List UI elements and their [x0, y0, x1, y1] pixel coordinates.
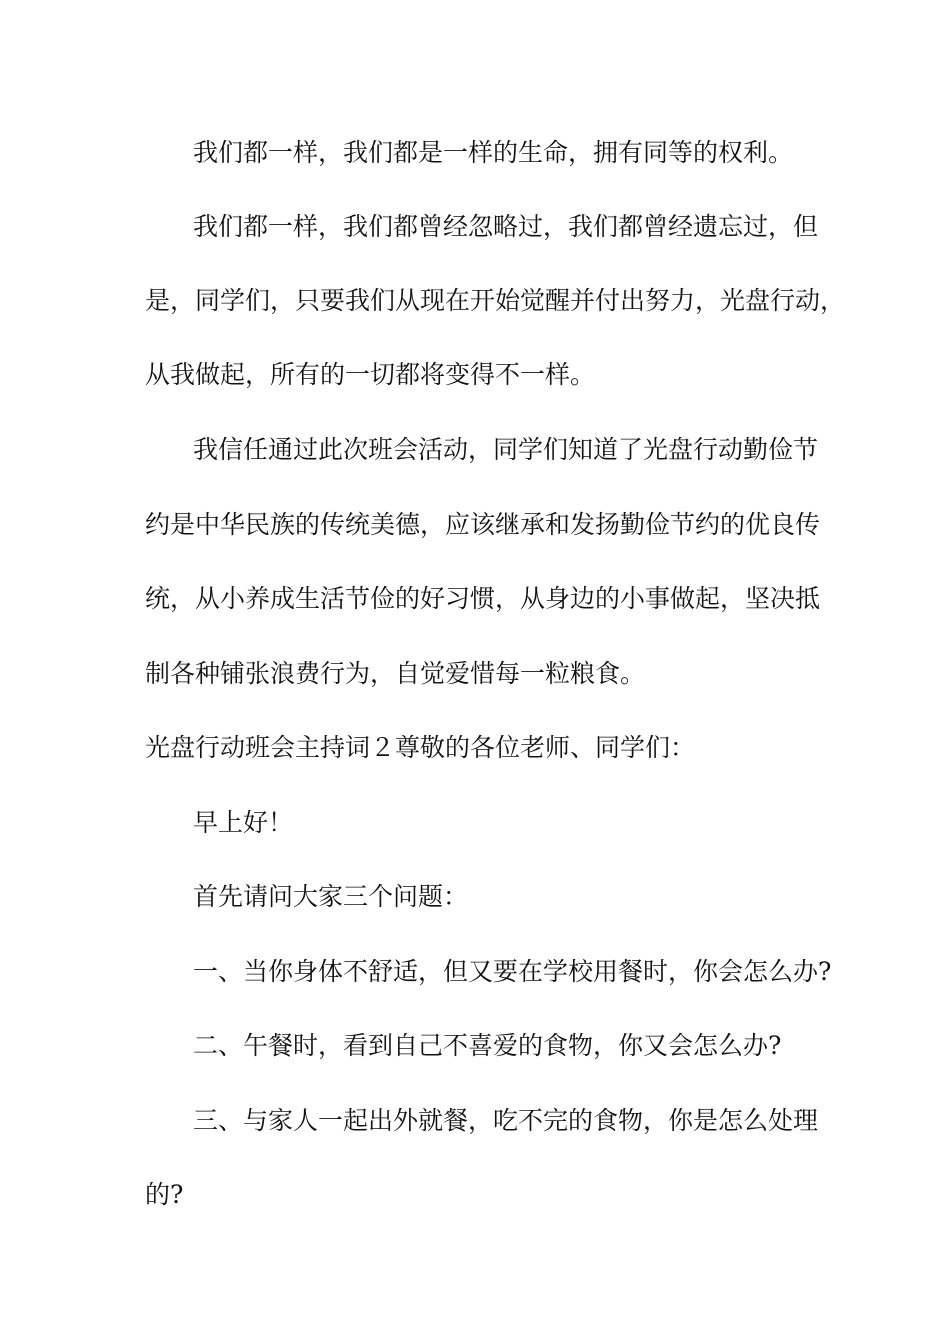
paragraph-line: 我们都一样，我们都曾经忽略过，我们都曾经遗忘过，但	[193, 212, 819, 241]
question-line: 一、当你身体不舒适，但又要在学校用餐时，你会怎么办?	[193, 957, 832, 986]
paragraph-line: 我们都一样，我们都是一样的生命，拥有同等的权利。	[193, 138, 794, 167]
paragraph-line: 统，从小养成生活节俭的好习惯，从身边的小事做起，坚决抵	[145, 584, 821, 613]
paragraph-line: 首先请问大家三个问题：	[193, 882, 469, 911]
paragraph-line: 我信任通过此次班会活动，同学们知道了光盘行动勤俭节	[193, 435, 819, 464]
paragraph-line: 约是中华民族的传统美德，应该继承和发扬勤俭节约的优良传	[145, 510, 821, 539]
section-heading-line: 光盘行动班会主持词２尊敬的各位老师、同学们：	[145, 733, 696, 762]
question-line: 三、与家人一起出外就餐，吃不完的食物，你是怎么处理	[193, 1106, 819, 1135]
greeting-line: 早上好！	[193, 808, 294, 837]
question-line: 二、午餐时，看到自己不喜爱的食物，你又会怎么办?	[193, 1031, 782, 1060]
question-line: 的?	[145, 1180, 184, 1209]
paragraph-line: 从我做起，所有的一切都将变得不一样。	[145, 360, 596, 389]
paragraph-line: 制各种铺张浪费行为，自觉爱惜每一粒粮食。	[145, 659, 646, 688]
paragraph-line: 是，同学们，只要我们从现在开始觉醒并付出努力，光盘行动，	[145, 286, 846, 315]
